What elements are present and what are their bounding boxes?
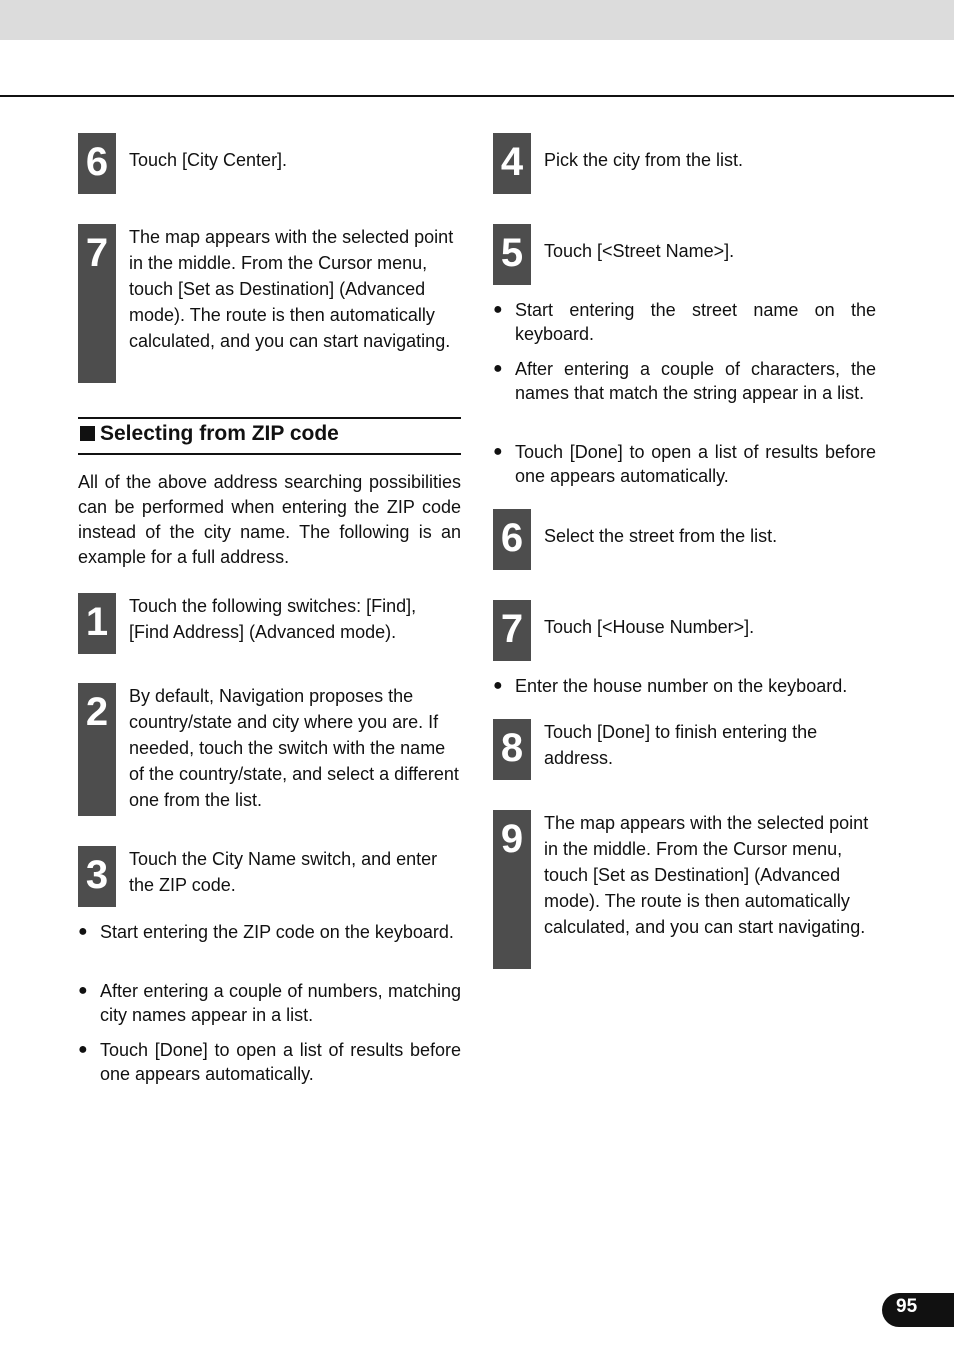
list-item-text: Touch [Done] to open a list of results before one appears automatically. — [100, 1040, 461, 1084]
step-text: By default, Navigation proposes the country/state and city where you are. If needed, touch the switch with the name of the country/state, and select a different one from the list. — [129, 686, 459, 810]
step-4-pick-city — [493, 133, 876, 194]
step-6-select-street — [493, 509, 876, 570]
bullet-dot-icon: ● — [493, 677, 503, 694]
step-text: The map appears with the selected point in the middle. From the Cursor menu, touch [Set as Destination] (Advanced mode). The route is then automatically calculated, and you can start navigating. — [544, 813, 869, 937]
step-text: Select the street from the list. — [544, 526, 778, 546]
step-5-street-name — [493, 224, 876, 285]
list-item-text: Start entering the street name on the keyboard. — [515, 300, 876, 344]
square-bullet-icon — [80, 426, 95, 441]
step-3-zip-code — [78, 846, 461, 907]
step-text: Touch the following switches: [Find], [Find Address] (Advanced mode). — [129, 596, 417, 642]
step-text: Touch [City Center]. — [129, 150, 288, 170]
step-number: 6 — [493, 509, 531, 570]
bullet-dot-icon: ● — [78, 982, 88, 999]
step-8-done — [493, 719, 876, 780]
intro-paragraph: All of the above address searching possibilities can be performed when entering the ZIP code instead of the city name. The following is an example for a full address. — [78, 472, 461, 567]
step-text: Pick the city from the list. — [544, 150, 744, 170]
list-item-text: After entering a couple of numbers, matching city names appear in a list. — [100, 981, 461, 1025]
step-7-map-appears — [78, 224, 461, 383]
step-text: Touch [<House Number>]. — [544, 617, 755, 637]
list-item-text: Enter the house number on the keyboard. — [515, 676, 848, 696]
step-number: 1 — [78, 593, 116, 654]
step-number: 3 — [78, 846, 116, 907]
step-number: 2 — [78, 683, 116, 816]
step-6-city-center — [78, 133, 461, 194]
bullet-dot-icon: ● — [493, 301, 503, 318]
section-title: Selecting from ZIP code — [100, 422, 339, 445]
header-band — [0, 0, 954, 40]
list-item-text: Start entering the ZIP code on the keyboard. — [100, 922, 454, 942]
step-number: 7 — [78, 224, 116, 383]
section-heading — [78, 417, 461, 455]
step-text: Touch [Done] to finish entering the address. — [544, 722, 818, 768]
page-number: 95 — [882, 1293, 954, 1327]
step-number: 5 — [493, 224, 531, 285]
header-rule — [0, 95, 954, 97]
step-9-map-appears — [493, 810, 876, 969]
list-item-text: Touch [Done] to open a list of results before one appears automatically. — [515, 442, 876, 486]
step-7-house-number — [493, 600, 876, 661]
bullet-dot-icon: ● — [493, 443, 503, 460]
step-text: The map appears with the selected point in the middle. From the Cursor menu, touch [Set as Destination] (Advanced mode). The route is then automatically calculated, and you can start navigating. — [129, 227, 454, 351]
step-number: 8 — [493, 719, 531, 780]
list-item-text: After entering a couple of characters, the names that match the string appear in a list. — [515, 359, 876, 403]
bullet-dot-icon: ● — [78, 1041, 88, 1058]
step-2-default-location — [78, 683, 461, 816]
bullet-dot-icon: ● — [493, 360, 503, 377]
step-number: 7 — [493, 600, 531, 661]
step-number: 9 — [493, 810, 531, 969]
step-number: 4 — [493, 133, 531, 194]
step-text: Touch the City Name switch, and enter the ZIP code. — [129, 849, 438, 895]
step-1-find-address — [78, 593, 461, 654]
bullet-dot-icon: ● — [78, 923, 88, 940]
step-number: 6 — [78, 133, 116, 194]
step-text: Touch [<Street Name>]. — [544, 241, 735, 261]
